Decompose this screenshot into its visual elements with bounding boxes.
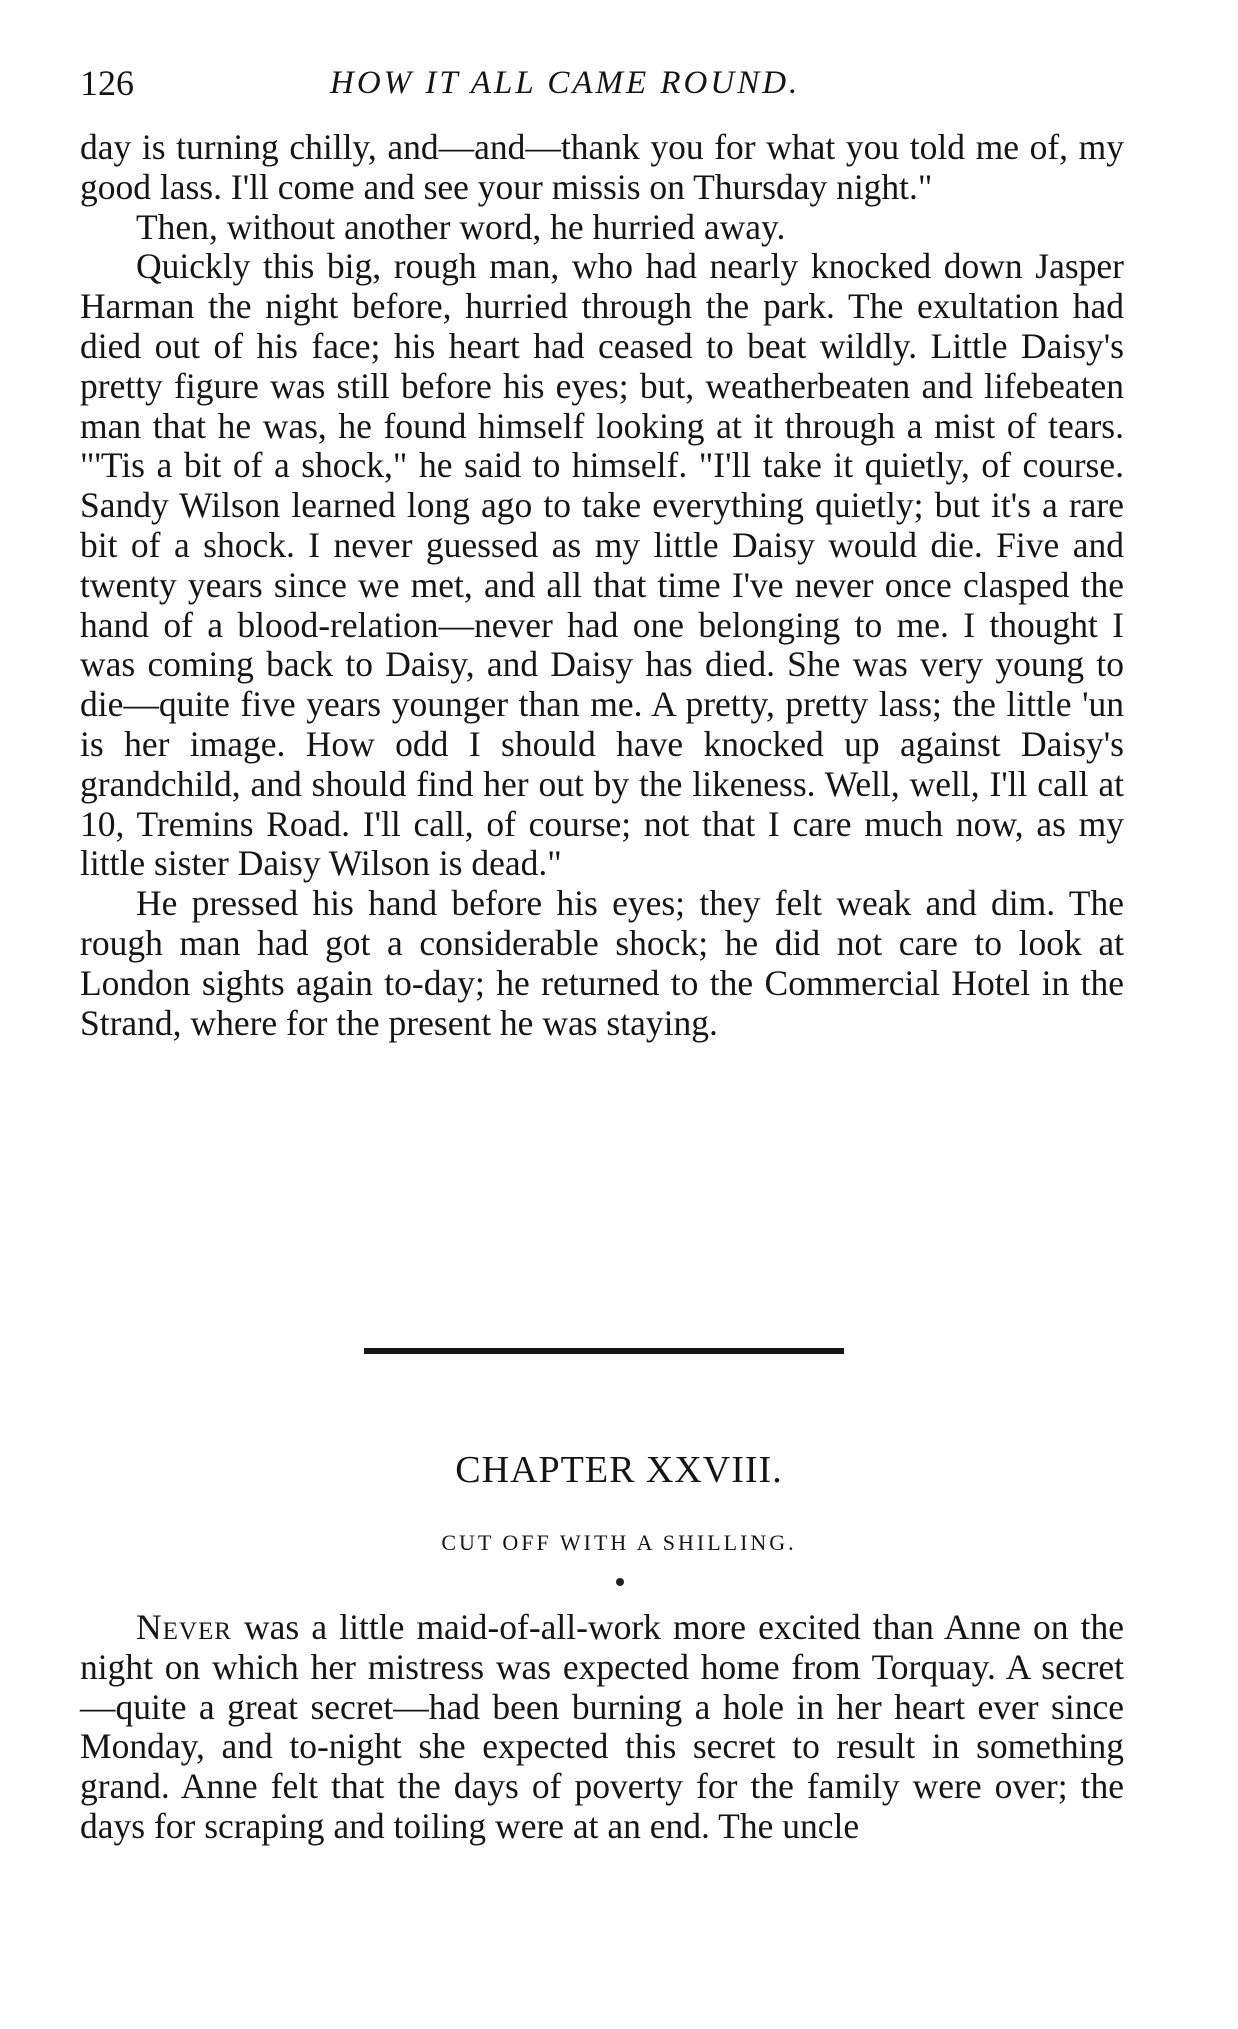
chapter-text xyxy=(80,1608,1124,1847)
paragraph: Quickly this big, rough man, who had nearly knocked down Jasper Harman the night before, hurried through the park. The exultation had died out of his face; his heart had ceased to beat wildly. Little Daisy's pretty figure was still before his eyes; but, weatherbeaten and lifebeaten man that he was, he found himself looking at it through a mist of tears. "'Tis a bit of a shock," he said to himself. "I'll take it quietly, of course. Sandy Wilson learned long ago to take everything quietly; but it's a rare bit of a shock. I never guessed as my little Daisy would die. Five and twenty years since we met, and all that time I've never once clasped the hand of a blood-relation—never had one belonging to me. I thought I was coming back to Daisy, and Daisy has died. She was very young to die—quite five years younger than me. A pretty, pretty lass; the little 'un is her image. How odd I should have knocked up against Daisy's grandchild, and should find her out by the likeness. Well, well, I'll call at 10, Tremins Road. I'll call, of course; not that I care much now, as my little sister Daisy Wilson is dead." xyxy=(80,246,1124,884)
section-divider xyxy=(364,1348,844,1354)
body-text xyxy=(80,128,1124,1043)
chapter-opening-paragraph xyxy=(80,1608,1124,1847)
chapter-heading: CHAPTER XXVIII. xyxy=(455,1449,783,1491)
page-number: 126 xyxy=(80,63,134,103)
paragraph: He pressed his hand before his eyes; they felt weak and dim. The rough man had got a considerable shock; he did not care to look at London sights again to-day; he returned to the Commercial Hotel in the Strand, where for the present he was staying. xyxy=(80,883,1124,1043)
running-title: HOW IT ALL CAME ROUND. xyxy=(330,65,801,101)
running-head xyxy=(80,58,1120,108)
paragraph: Then, without another word, he hurried away. xyxy=(136,206,786,247)
ornament-dot xyxy=(616,1578,624,1586)
opening-word: Never xyxy=(136,1607,232,1647)
opening-text: was a little maid-of-all-work more excited than Anne on the night on which her mistress was expected home from Torquay. A secret—quite a great secret—had been burning a hole in her heart ever since Monday, and to-night she expected this secret to result in something grand. Anne felt that the days of poverty for the family were over; the days for scraping and toiling were at an end. The uncle xyxy=(80,1607,1124,1846)
paragraph-continued: day is turning chilly, and—and—thank you for what you told me of, my good lass. I'll come and see your missis on Thursday night." xyxy=(80,127,1124,207)
chapter-subtitle: CUT OFF WITH A SHILLING. xyxy=(441,1530,797,1555)
